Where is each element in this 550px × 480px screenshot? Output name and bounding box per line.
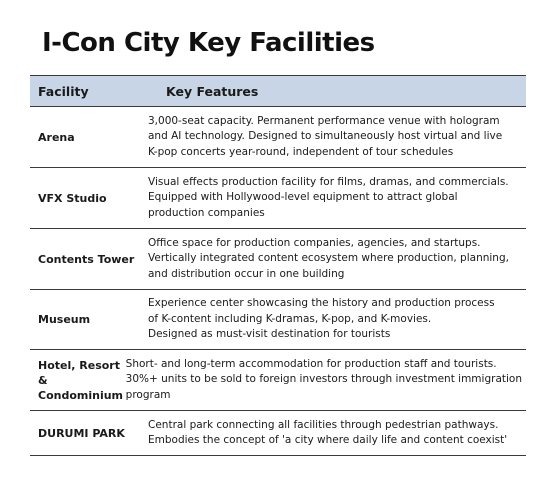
feature-line: Vertically integrated content ecosystem where production, planning, xyxy=(148,252,509,265)
feature-line: 30%+ units to be sold to foreign investors through investment immigration xyxy=(125,373,522,386)
facility-name-line: Condominium xyxy=(38,388,124,402)
feature-line: production companies xyxy=(148,206,265,219)
table-row xyxy=(30,168,526,229)
facility-features xyxy=(148,230,526,289)
facilities-table xyxy=(30,75,526,456)
header-facility: Facility xyxy=(38,83,89,99)
facility-name xyxy=(30,358,126,403)
feature-line: Visual effects production facility for films, dramas, and commercials. xyxy=(148,175,509,188)
facility-name-line: Arena xyxy=(38,130,75,144)
facility-features xyxy=(148,108,526,167)
table-row xyxy=(30,229,526,290)
table-row xyxy=(30,350,526,411)
feature-line: K-pop concerts year-round, independent of tour schedules xyxy=(148,145,454,158)
feature-line: Embodies the concept of 'a city where daily life and content coexist' xyxy=(148,434,508,446)
facility-name-line: Museum xyxy=(38,313,91,326)
facility-features xyxy=(148,290,526,349)
table-row xyxy=(30,290,526,350)
feature-line: Short- and long-term accommodation for production staff and tourists. xyxy=(125,357,497,370)
facility-features xyxy=(148,169,526,228)
feature-line: Office space for production companies, agencies, and startups. xyxy=(148,236,481,249)
facility-name xyxy=(30,191,148,206)
facility-features xyxy=(126,351,526,410)
table-row xyxy=(30,411,526,455)
header-key-features: Key Features xyxy=(166,83,259,99)
facility-name xyxy=(30,426,148,441)
facility-name xyxy=(30,312,148,327)
feature-line: Central park connecting all facilities through pedestrian pathways. xyxy=(148,418,499,431)
facility-name-line: Contents Tower xyxy=(38,252,135,266)
feature-line: of K-content including K-dramas, K-pop, and K-movies. xyxy=(148,312,432,325)
facility-features xyxy=(148,412,526,455)
facility-name-line: VFX Studio xyxy=(38,191,107,205)
feature-line: program xyxy=(125,388,171,401)
facility-name xyxy=(30,130,148,145)
facility-name xyxy=(30,252,148,267)
page-title: I-Con City Key Facilities xyxy=(42,28,375,58)
facility-name-line: DURUMI PARK xyxy=(38,426,125,440)
feature-line: 3,000-seat capacity. Permanent performance venue with hologram xyxy=(148,114,500,127)
feature-line: and distribution occur in one building xyxy=(148,267,345,280)
table-row xyxy=(30,107,526,168)
feature-line: and AI technology. Designed to simultaneously host virtual and live xyxy=(148,130,503,143)
feature-line: Designed as must-visit destination for tourists xyxy=(148,328,391,341)
table-header xyxy=(30,76,526,107)
feature-line: Experience center showcasing the history and production process xyxy=(148,297,495,310)
feature-line: Equipped with Hollywood-level equipment to attract global xyxy=(148,191,458,204)
facility-name-line: Hotel, Resort & xyxy=(38,358,120,387)
